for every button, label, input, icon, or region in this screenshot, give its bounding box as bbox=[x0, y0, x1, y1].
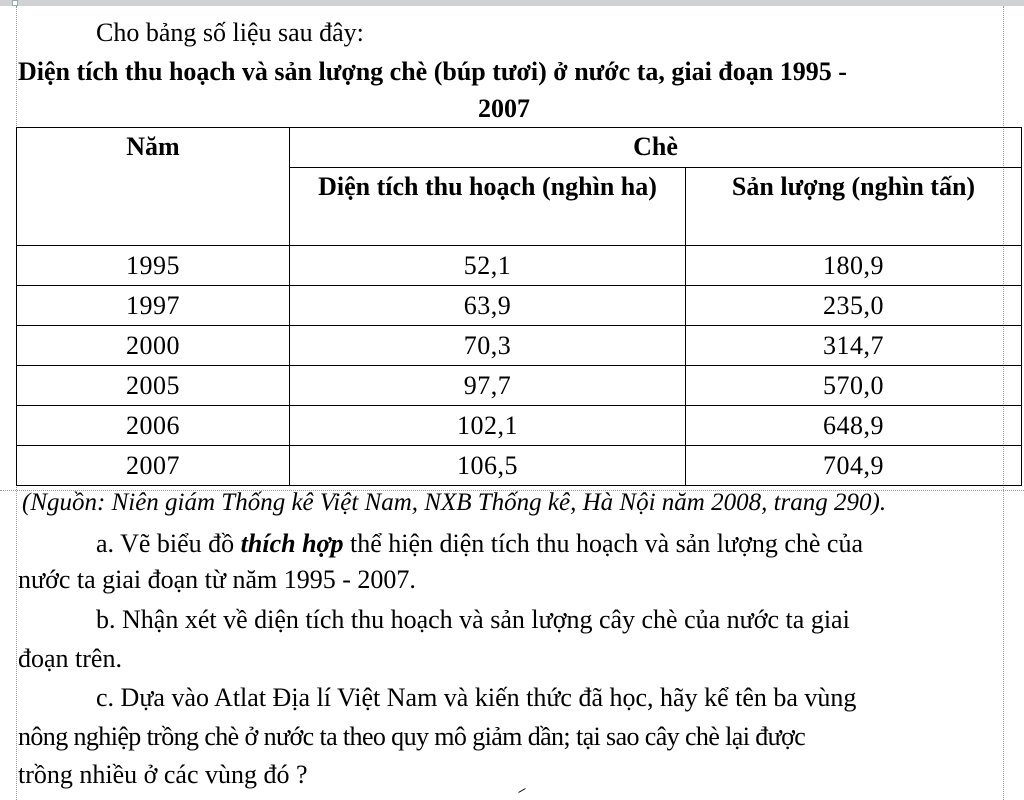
question-c-line2: nông nghiệp trồng chè ở nước ta theo quy mô giảm dần; tại sao cây chè lại được bbox=[18, 722, 806, 751]
header-year: Năm bbox=[17, 128, 290, 246]
cell-year: 2007 bbox=[17, 446, 290, 486]
table-row bbox=[17, 326, 1022, 366]
table-row bbox=[17, 446, 1022, 486]
cell-area: 97,7 bbox=[290, 366, 686, 406]
question-a-prefix: a. Vẽ biểu đồ bbox=[96, 529, 241, 558]
question-c-line1: c. Dựa vào Atlat Địa lí Việt Nam và kiến thức đã học, hãy kể tên ba vùng bbox=[96, 683, 857, 712]
question-a-line2: nước ta giai đoạn từ năm 1995 - 2007. bbox=[18, 565, 416, 594]
cell-area: 70,3 bbox=[290, 326, 686, 366]
header-tea: Chè bbox=[290, 128, 1022, 168]
cell-year: 2006 bbox=[17, 406, 290, 446]
cell-area: 63,9 bbox=[290, 286, 686, 326]
cell-output: 314,7 bbox=[686, 326, 1022, 366]
data-table bbox=[16, 127, 1022, 486]
header-output: Sản lượng (nghìn tấn) bbox=[686, 168, 1022, 246]
question-b-line2: đoạn trên. bbox=[18, 644, 122, 673]
question-a-suffix: thể hiện diện tích thu hoạch và sản lượng chè của bbox=[343, 529, 863, 558]
table-row bbox=[17, 246, 1022, 286]
table-row bbox=[17, 366, 1022, 406]
ruler-bar bbox=[0, 0, 1024, 6]
cell-year: 1995 bbox=[17, 246, 290, 286]
cell-year: 2005 bbox=[17, 366, 290, 406]
cell-year: 2000 bbox=[17, 326, 290, 366]
table-row bbox=[17, 406, 1022, 446]
cell-output: 570,0 bbox=[686, 366, 1022, 406]
cell-area: 52,1 bbox=[290, 246, 686, 286]
cell-area: 102,1 bbox=[290, 406, 686, 446]
header-area: Diện tích thu hoạch (nghìn ha) bbox=[290, 168, 686, 246]
question-a-line1 bbox=[96, 527, 863, 561]
cell-year: 1997 bbox=[17, 286, 290, 326]
intro-text: Cho bảng số liệu sau đây: bbox=[96, 18, 364, 47]
question-b-line1: b. Nhận xét về diện tích thu hoạch và sản lượng cây chè của nước ta giai bbox=[96, 605, 850, 634]
table-title-line2: 2007 bbox=[478, 94, 530, 123]
cell-output: 704,9 bbox=[686, 446, 1022, 486]
cell-area: 106,5 bbox=[290, 446, 686, 486]
source-note: (Nguồn: Niên giám Thống kê Việt Nam, NXB Thống kê, Hà Nội năm 2008, trang 290). bbox=[22, 489, 887, 516]
table-row bbox=[17, 286, 1022, 326]
cell-output: 235,0 bbox=[686, 286, 1022, 326]
ruler-marker[interactable] bbox=[12, 0, 18, 6]
stray-mark bbox=[518, 788, 525, 793]
cell-output: 648,9 bbox=[686, 406, 1022, 446]
question-a-emphasis: thích hợp bbox=[240, 529, 344, 558]
cell-output: 180,9 bbox=[686, 246, 1022, 286]
table-title-line1: Diện tích thu hoạch và sản lượng chè (búp tươi) ở nước ta, giai đoạn 1995 - bbox=[18, 57, 847, 86]
question-c-line3: trồng nhiều ở các vùng đó ? bbox=[18, 760, 308, 789]
